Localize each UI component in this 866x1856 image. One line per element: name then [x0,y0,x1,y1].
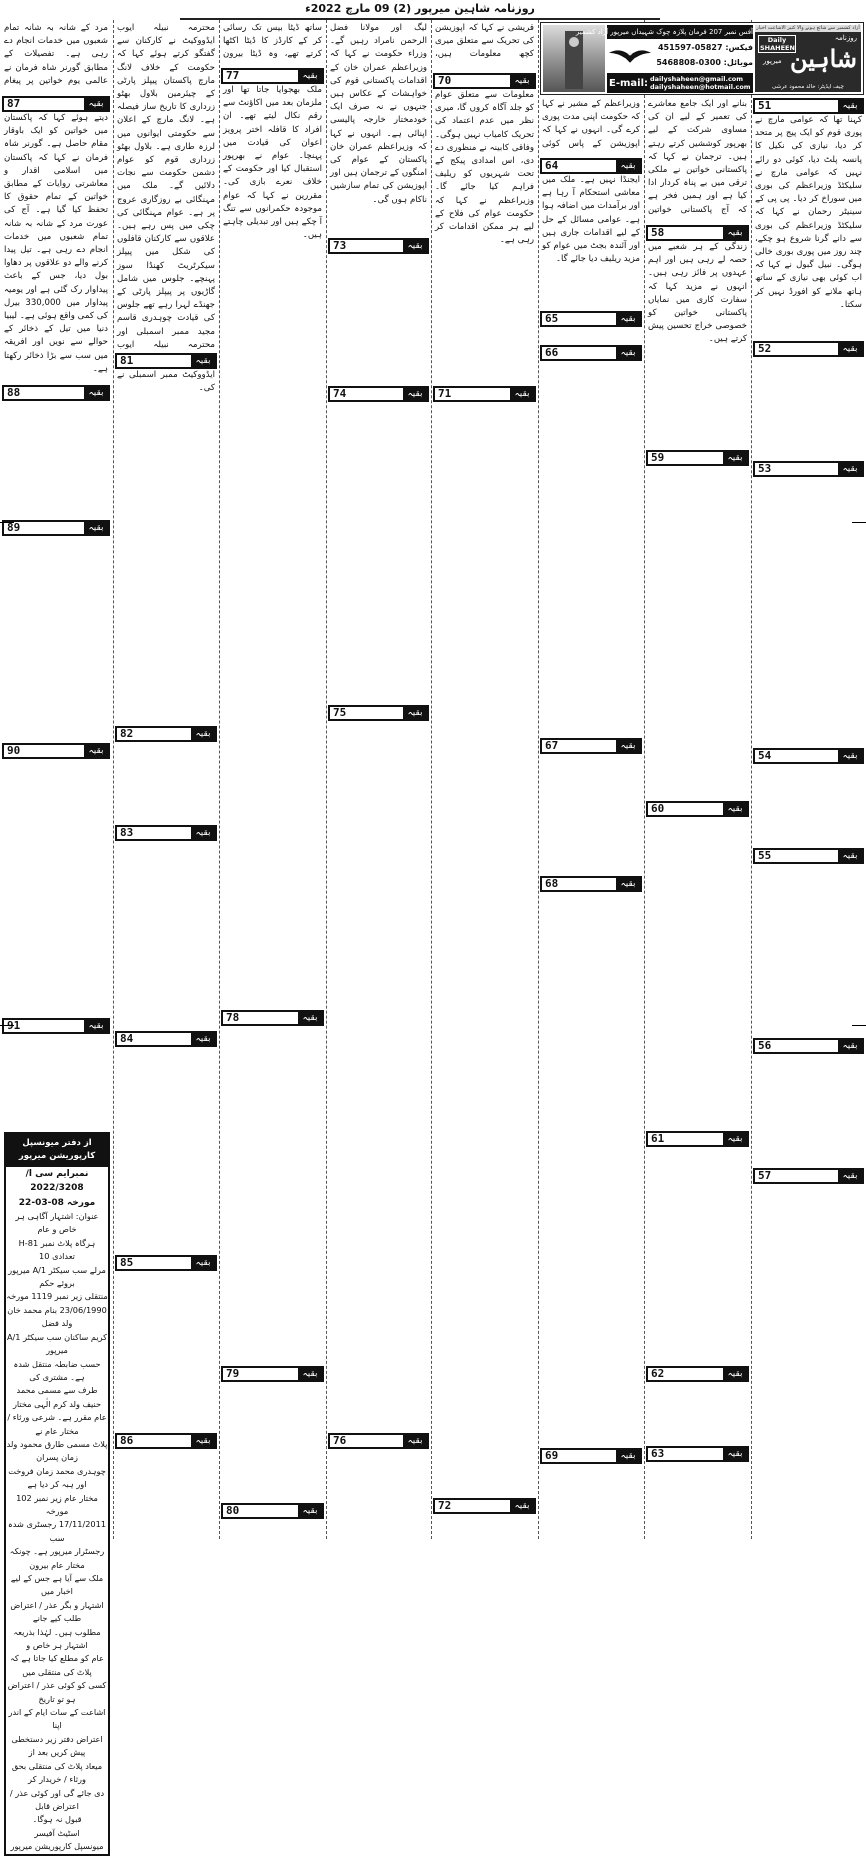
continuation-box [540,876,642,892]
continuation-number: 88 [4,387,84,399]
notice-line: کریم ساکنان سب سیکٹر A/1 میرپور [6,1331,108,1356]
continuation-number: 70 [435,75,510,87]
continuation-label: بقیہ [514,389,530,399]
notice-date: مورخہ 08-03-22 [18,1197,96,1208]
notice-ref: نمبرایم سی ا/ 2022/3208 [25,1168,89,1194]
continuation-number: 82 [117,728,191,740]
news-column [753,98,864,1184]
notice-line: مرلے سب سیکٹر A/1 میرپور بروئے حکم [8,1264,106,1289]
news-column [646,98,749,1462]
logo-tagline: آزاد کشمیر سے شائع ہونے والا کثیر الاشاعت اخبار [756,25,860,31]
continuation-box [540,158,642,174]
continuation-box [115,1031,217,1047]
continuation-label: بقیہ [620,741,636,751]
continuation-number: 57 [755,1170,838,1182]
registration-mark [0,1025,14,1026]
notice-line: مختار عام زیر نمبر 102 مورخہ [16,1492,98,1516]
news-column [540,98,642,1464]
email-block [607,73,753,93]
continuation-number: 85 [117,1257,191,1269]
continuation-box [2,1018,110,1034]
continuation-label: بقیہ [88,1021,104,1031]
continuation-box [221,68,324,84]
continuation-number: 73 [330,240,403,252]
continuation-number: 74 [330,388,403,400]
article-text: وزیراعظم کے مشیر نے کہا کہ حکومت اپنی مدت پوری کرے گی۔ انہوں نے کہا کہ اپوزیشن کے پاس کوئی ایجنڈا نہیں ہے۔ ملک میں معاشی استحکام آ رہا ہے اور برآمدات میں اضافہ ہوا ہے۔ عوامی مسائل کے حل کے لیے اقدامات جاری ہیں اور آئندہ بجٹ میں عوام کو مزید ریلیف دیا جائے گا۔ [542,99,640,265]
notice-line: عام مقرر ہے۔ شرعی ورثاء / مختار عام نے [7,1412,107,1436]
continuation-box [646,450,749,466]
notice-line: عام کو مطلع کیا جاتا ہے کہ پلاٹ کی منتقلی میں [10,1653,104,1677]
continuation-number: 89 [4,522,84,534]
continuation-label: بقیہ [195,1258,211,1268]
continuation-box [753,848,864,864]
continuation-label: بقیہ [620,348,636,358]
registration-mark [0,522,14,523]
continuation-label: بقیہ [727,1369,743,1379]
continuation-label: بقیہ [407,389,423,399]
continuation-number: 63 [648,1448,723,1460]
continuation-number: 87 [4,98,84,110]
email-label: E-mail: [609,77,649,89]
continuation-number: 78 [223,1012,298,1024]
continuation-number: 77 [223,70,298,82]
continuation-box [540,311,642,327]
continuation-box [115,726,217,742]
news-column [433,22,536,1514]
continuation-box [646,1366,749,1382]
continuation-label: بقیہ [842,1171,858,1181]
continuation-box [221,1366,324,1382]
continuation-box [221,1010,324,1026]
continuation-label: بقیہ [727,228,743,238]
notice-signature-office: میونسپل کارپوریشن میرپور [10,1841,104,1852]
continuation-box [753,461,864,477]
notice-line: حسب ضابطہ منتقل شدہ ہے۔ مشتری کی [13,1358,101,1382]
notice-line: مطلوب ہیں۔ لہٰذا بذریعہ اشتہار ہر خاص و [13,1626,101,1651]
continuation-box [2,520,110,536]
continuation-box [328,386,429,402]
continuation-label: بقیہ [842,344,858,354]
article-text: ساتھ ڈیٹا بیس تک رسائی کر کے کارڈز کا ڈیٹا اکٹھا کرتے تھے، وہ ڈیٹا بیرون ملک بھجوایا جاتا تھا اور ملزمان بعد میں اکاؤنٹ سے رقم نکال لیتے تھے۔ ان افراد کا قافلہ اختر پرویز اعوان کی قیادت میں پہنچا۔ عوام نے بھرپور استقبال کیا اور حکومت کے خلاف نعرے بازی کی۔ مقررین نے کہا کہ عوام موجودہ حکمرانوں سے تنگ آ چکے ہیں اور تبدیلی چاہتے ہیں۔ [223,23,322,241]
notice-line: چوہدری محمد زمان فروخت اور ہبہ کر دیا ہے [8,1465,106,1490]
continuation-label: بقیہ [88,99,104,109]
notice-line: 23/06/1990 بنام محمد خان ولد فضل [7,1304,107,1329]
continuation-number: 58 [648,227,723,239]
editor-line: چیف ایڈیٹر: خالد محمود عرشی [772,84,844,90]
continuation-label: بقیہ [407,241,423,251]
continuation-label: بقیہ [842,464,858,474]
notice-line: طرف سے مسمی محمد حنیف ولد کرم الٰہی مختار [12,1385,102,1409]
continuation-number: 51 [755,100,838,112]
continuation-box [646,801,749,817]
column-divider [751,20,752,1539]
continuation-label: بقیہ [195,1436,211,1446]
continuation-box [753,98,864,114]
continuation-box [328,1433,429,1449]
municipal-notice [4,1132,110,1856]
notice-line: رجسٹرار میرپور ہے۔ چونکہ مختار عام بیرون [9,1546,105,1570]
continuation-box [2,743,110,759]
continuation-box [433,1498,536,1514]
notice-line: ہرگاہ پلاٹ نمبر H-81 تعدادی 10 [18,1237,96,1262]
continuation-number: 79 [223,1368,298,1380]
article-text: محترمہ نبیلہ ایوب ایڈووکیٹ نے کارکنان سے گفتگو کرتے ہوئے کہا کہ حکومت کے خلاف لانگ مارچ پاکستان پیپلز پارٹی کے چیئرمین بلاول بھٹو زرداری کا تاریخ ساز فیصلہ ہے۔ لانگ مارچ کے اعلان سے حکومتی ایوانوں میں لرزہ طاری ہے۔ بلاول بھٹو زرداری قوم کو عوام دشمن حکومت سے نجات دلائیں گے۔ ملک میں مہنگائی بے روزگاری عروج پر ہے۔ عوام مہنگائی کی چکی میں پس رہے ہیں۔ علاقوں سے کارکنان قافلوں کی شکل میں پیپلز سیکرٹریٹ کھنڈا سوز پہنچے۔ جلوس میں شامل گاڑیوں پر پیپلز پارٹی کے جھنڈے لہرا رہے تھے جلوس کی قیادت چوہدری قاسم مجید ممبر اسمبلی اور محترمہ نبیلہ ایوب ایڈووکیٹ ممبر اسمبلی نے کی۔ [117,23,215,394]
continuation-label: بقیہ [88,746,104,756]
continuation-box [115,1433,217,1449]
continuation-box [2,385,110,401]
continuation-number: 62 [648,1368,723,1380]
continuation-label: بقیہ [727,1449,743,1459]
continuation-number: 56 [755,1040,838,1052]
notice-signature-title: اسٹیٹ آفیسر [34,1827,80,1838]
continuation-box [115,353,217,369]
column-divider [219,20,220,1539]
continuation-box [115,1255,217,1271]
continuation-box [753,1168,864,1184]
continuation-label: بقیہ [842,1041,858,1051]
continuation-number: 65 [542,313,616,325]
continuation-box [115,825,217,841]
notice-line: اشتہار و بگر عذر / اعتراض طلب کیے جانے [10,1599,104,1624]
continuation-box [328,705,429,721]
email-gmail[interactable]: dailyshaheen@gmail.com [650,75,744,83]
continuation-number: 86 [117,1435,191,1447]
dateline: روزنامہ شاہین میرپور (2) 09 مارچ 2022ء [180,2,660,20]
continuation-label: بقیہ [88,523,104,533]
logo-name: شاہین [790,44,857,73]
column-divider [431,20,432,1539]
news-column [328,22,429,1449]
continuation-number: 61 [648,1133,723,1145]
continuation-label: بقیہ [302,1506,318,1516]
logo-city: میرپور [763,57,782,65]
continuation-box [646,1446,749,1462]
continuation-box [540,1448,642,1464]
notice-line: 17/11/2011 رجسٹری شدہ سب [7,1519,107,1543]
continuation-label: بقیہ [842,101,858,111]
logo-daily: روزنامہ [834,34,857,42]
continuation-label: بقیہ [88,388,104,398]
continuation-box [540,738,642,754]
fax-number: فیکس: 05827-451597 [657,43,753,52]
notice-line: دی جائے گی اور کوئی عذر / اعتراض قابل [9,1787,105,1811]
continuation-label: بقیہ [842,851,858,861]
continuation-number: 66 [542,347,616,359]
continuation-box [328,238,429,254]
continuation-label: بقیہ [727,1134,743,1144]
continuation-label: بقیہ [620,314,636,324]
article-text: بنانے اور ایک جامع معاشرے کی تعمیر کے لیے ان کی مساوی شرکت کے لیے بھرپور کوششیں کرتے رہتے ہیں۔ ترجمان نے کہا کہ پاکستانی خواتین نے ملکی ترقی میں بے پناہ کردار ادا کیا ہے اور ہمیں فخر ہے کہ آج پاکستانی خواتین زندگی کے ہر شعبے میں حصہ لے رہی ہیں اور اہم عہدوں پر فائز رہی ہیں۔ انہوں نے مزید کہا کہ سفارت کاری میں نمایاں پاکستانی خواتین کو خصوصی خراج تحسین پیش کرتے ہیں۔ [648,99,747,345]
continuation-label: بقیہ [407,1436,423,1446]
notice-line: اعتراض دفتر زیر دستخطی پیش کریں بعد از [11,1733,103,1758]
continuation-label: بقیہ [195,356,211,366]
notice-line: اشاعت کے سات ایام کے اندر اپنا [8,1707,106,1731]
continuation-number: 69 [542,1450,616,1462]
continuation-box [540,345,642,361]
mobile-number: موبائل: 0300-5468808 [656,58,753,67]
continuation-label: بقیہ [302,1013,318,1023]
continuation-label: بقیہ [195,828,211,838]
continuation-label: بقیہ [727,453,743,463]
continuation-number: 84 [117,1033,191,1045]
continuation-label: بقیہ [620,879,636,889]
continuation-label: بقیہ [514,1501,530,1511]
email-hotmail[interactable]: dailyshaheen@hotmail.com [650,83,751,91]
continuation-number: 55 [755,850,838,862]
continuation-label: بقیہ [195,729,211,739]
continuation-box [646,1131,749,1147]
masthead [540,22,864,95]
news-column [2,22,110,1034]
notice-line: پلاٹ مسمی طارق محمود ولد زمان پسران [6,1438,108,1463]
newspaper-logo [755,25,861,92]
continuation-number: 64 [542,160,616,172]
continuation-box [646,225,749,241]
column-divider [644,20,645,1539]
notice-line: قبول نہ ہوگا۔ [32,1814,82,1825]
continuation-box [433,73,536,89]
continuation-number: 71 [435,388,510,400]
office-address: آفس نمبر 207 فرمان پلازہ چوک شہیداں میرپور آزاد کشمیر [607,25,753,39]
continuation-label: بقیہ [195,1034,211,1044]
continuation-number: 68 [542,878,616,890]
continuation-box [221,1503,324,1519]
news-column [221,22,324,1519]
notice-line: عنوان: اشتہار آگاہی ہر خاص و عام [15,1211,99,1235]
continuation-number: 53 [755,463,838,475]
article-text: کہنا تھا کہ عوامی مارچ نے پوری قوم کو ایک پیج پر متحد کر دیا، نیازی کی نکیل کا پانسہ پلٹ دیا، کوئی دو رائے نہیں کہ عوامی مارچ نے سلیکٹڈ وزیراعظم کی بوری میں سوراخ کر دیا۔ پی پی کے سینیٹر رحمان نے کہا کہ سلیکٹڈ وزیراعظم کی بوری سے دانے گرنا شروع ہو چکے، چند روز میں پوری بوری خالی ہوگی۔ نبیل گبول نے کہا کہ اب کوئی بھی نیازی کے ساتھ ہاتھ ملانے کو افورڈ نہیں کر سکتا۔ [755,115,862,310]
continuation-number: 91 [4,1020,84,1032]
continuation-label: بقیہ [727,804,743,814]
notice-title: از دفتر میونسپل کارپوریشن میرپور [6,1134,108,1167]
continuation-box [2,96,110,112]
continuation-number: 52 [755,343,838,355]
continuation-number: 81 [117,355,191,367]
registration-mark [852,522,866,523]
article-text: لیگ اور مولانا فضل الرحمن نامراد رہیں گے۔ وزراء حکومت نے کہا کہ وزیراعظم عمران خان کے اقدامات پاکستانی قوم کی خواہشات کے عکاس ہیں جنہوں نے نہ صرف ایک خودمختار خارجہ پالیسی اپنائی ہے۔ انہوں نے کہا کہ وزیراعظم عمران خان پاکستان کے عوام کی امنگوں کے ترجمان ہیں اور اپوزیشن کی تمام سازشیں ناکام ہوں گی۔ [330,23,427,205]
continuation-label: بقیہ [302,1369,318,1379]
continuation-number: 80 [223,1505,298,1517]
eagle-icon [609,45,651,65]
logo-english: Daily SHAHEEN [760,36,795,52]
continuation-box [433,386,536,402]
article-text: قریشی نے کہا کہ اپوزیشن کی تحریک سے متعلق میری کچھ معلومات ہیں، معلومات سے متعلق عوام کو جلد آگاہ کروں گا، میری نظر میں عدم اعتماد کی تحریک کامیاب نہیں ہوگی۔ وفاقی کابینہ نے منظوری دے دی، اس امدادی پیکج کے تحت شہریوں کو ریلیف فراہم کیا جائے گا۔ وزیراعظم نے کہا کہ حکومت عوام کی فلاح کے لیے ہر ممکن اقدامات کر رہی ہے۔ [435,23,534,246]
continuation-number: 60 [648,803,723,815]
column-divider [113,20,114,1539]
continuation-number: 75 [330,707,403,719]
notice-line: میعاد پلاٹ کی منتقلی بحق ورثاء / خریدار کر [11,1760,103,1785]
continuation-label: بقیہ [302,71,318,81]
continuation-label: بقیہ [842,751,858,761]
registration-mark [852,1025,866,1026]
continuation-box [753,341,864,357]
continuation-number: 67 [542,740,616,752]
continuation-label: بقیہ [514,76,530,86]
continuation-label: بقیہ [407,708,423,718]
continuation-number: 72 [435,1500,510,1512]
notice-line: ملک سے آیا ہے جس کے لیے اخبار میں [10,1573,104,1597]
continuation-number: 76 [330,1435,403,1447]
article-text: مرد کے شانہ بہ شانہ تمام شعبوں میں خدمات انجام دے رہی ہے۔ تفصیلات کے مطابق گورنر شاہ فرمان نے عالمی یوم خواتین پر پیغام دیتے ہوئے کہا کہ پاکستان میں خواتین کو ایک باوقار مقام حاصل ہے۔ گورنر شاہ فرمان نے کہا کہ پاکستان میں اسلامی اقدار و معاشرتی روایات کے مطابق خواتین کے تمام حقوق کا تحفظ کیا گیا ہے۔ آج کی عورت مرد کے شانہ بہ شانہ تمام شعبوں میں خدمات انجام دے رہی ہے۔ تیل پیدا کرنے والے دو علاقوں پر دھاوا بول دیا، جس کے باعث پیداوار رک گئی ہے اور یومیہ پیداوار میں 330,000 بیرل کی کمی واقع ہوئی ہے۔ لیبیا دنیا میں تیل کے ذخائر کے حوالے سے نویں اور افریقہ میں سب سے بڑا ذخائر رکھتا ہے۔ [4,23,108,374]
continuation-number: 90 [4,745,84,757]
continuation-number: 54 [755,750,838,762]
news-column [115,22,217,1449]
continuation-number: 59 [648,452,723,464]
notice-line: کسی کو کوئی عذر / اعتراض ہو تو تاریخ [7,1680,107,1704]
continuation-label: بقیہ [620,161,636,171]
continuation-number: 83 [117,827,191,839]
continuation-box [753,748,864,764]
continuation-box [753,1038,864,1054]
continuation-label: بقیہ [620,1451,636,1461]
notice-line: منتقلی زیر نمبر 1119 مورخہ [6,1291,108,1302]
column-divider [326,20,327,1539]
column-divider [538,20,539,1539]
